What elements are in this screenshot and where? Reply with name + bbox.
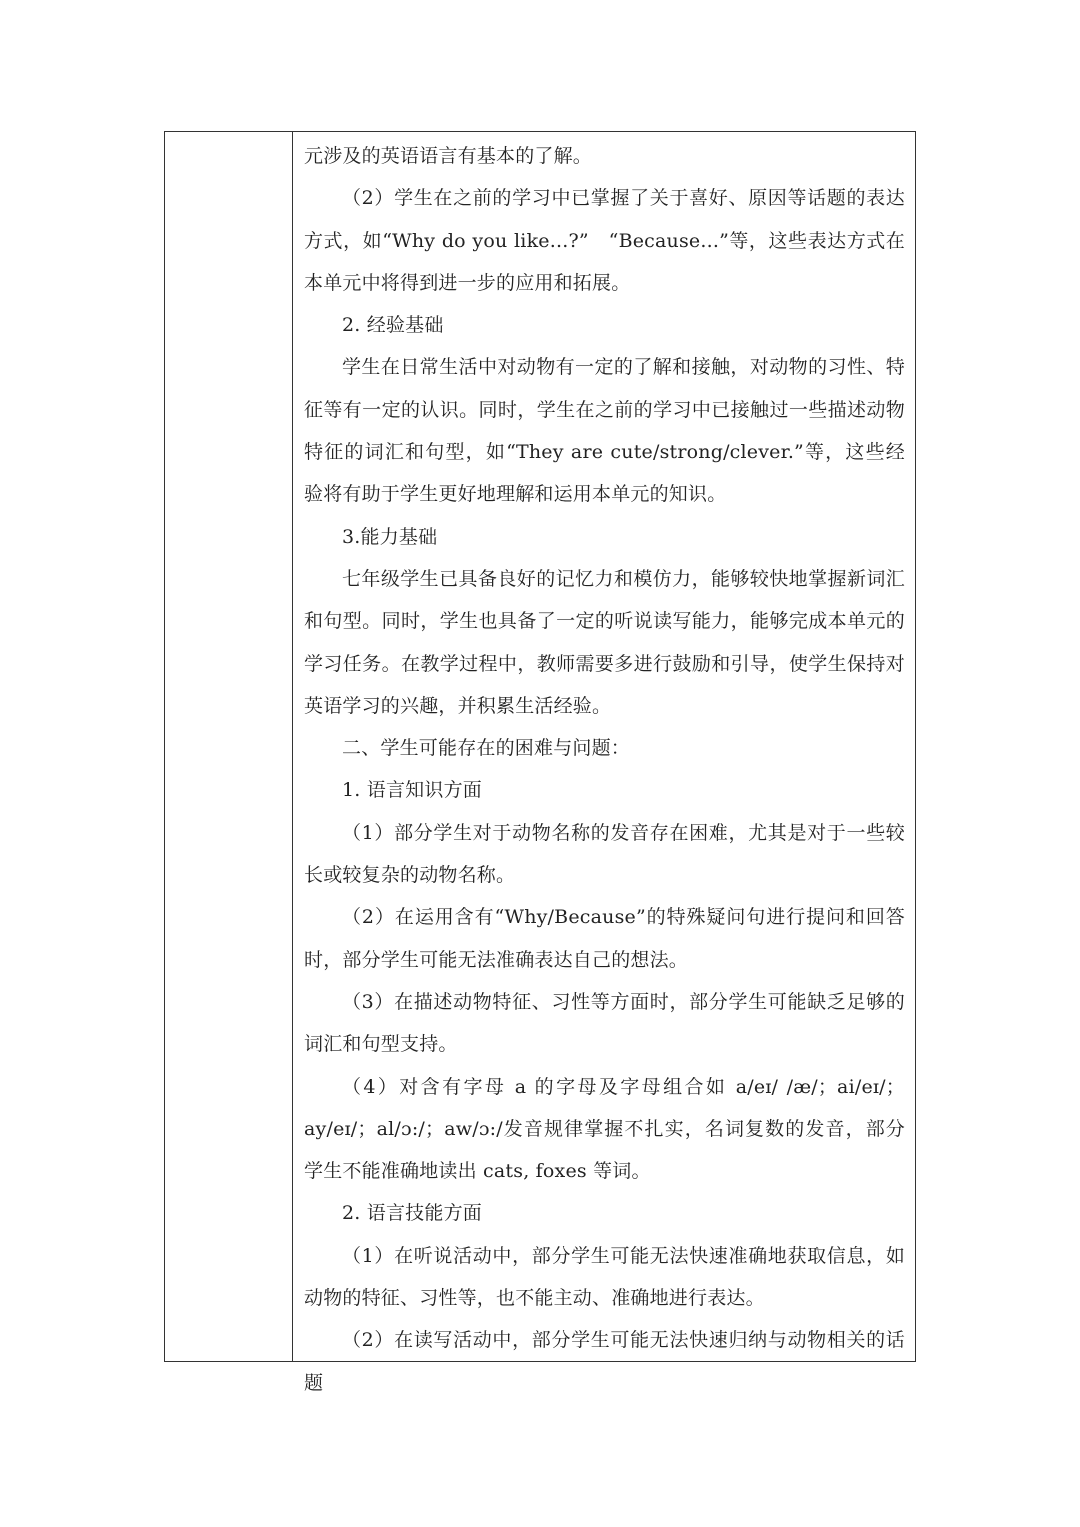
paragraph: （2）在运用含有“Why/Because”的特殊疑问句进行提问和回答时，部分学生可能无法准确表达自己的想法。 — [304, 906, 905, 971]
paragraph: 学生在日常生活中对动物有一定的了解和接触，对动物的习性、特征等有一定的认识。同时，学生在之前的学习中已接触过一些描述动物特征的词汇和句型，如“They are cute/strong/clever.”等，这些经验将有助于学生更好地理解和运用本单元的知识。 — [304, 356, 905, 506]
paragraph: 七年级学生已具备良好的记忆力和模仿力，能够较快地掌握新词汇和句型。同时，学生也具备了一定的听说读写能力，能够完成本单元的学习任务。在教学过程中，教师需要多进行鼓励和引导，使学生保持对英语学习的兴趣，并积累生活经验。 — [304, 567, 905, 717]
section-heading: 1. 语言知识方面 — [342, 779, 482, 802]
section-heading: 3.能力基础 — [342, 525, 438, 548]
paragraph: （3）在描述动物特征、习性等方面时，部分学生可能缺乏足够的词汇和句型支持。 — [304, 990, 905, 1056]
section-heading: 2. 经验基础 — [342, 314, 444, 337]
paragraph: （4）对含有字母 a 的字母及字母组合如 a/eɪ/ /æ/；ai/eɪ/；ay/eɪ/；al/ɔ:/；aw/ɔ:/发音规律掌握不扎实，名词复数的发音，部分学生不能准确地读出 cats, foxes 等词。 — [304, 1075, 905, 1183]
paragraph: 元涉及的英语语言有基本的了解。 — [304, 145, 593, 167]
paragraph: （2）学生在之前的学习中已掌握了关于喜好、原因等话题的表达方式，如“Why do you like...?” “Because...”等，这些表达方式在本单元中将得到进一步的应用和拓展。 — [304, 187, 905, 294]
table-content-cell — [293, 132, 915, 1394]
section-heading: 2. 语言技能方面 — [342, 1202, 482, 1225]
paragraph: （1）在听说活动中，部分学生可能无法快速准确地获取信息，如动物的特征、习性等，也不能主动、准确地进行表达。 — [304, 1244, 905, 1310]
paragraph: （1）部分学生对于动物名称的发音存在困难，尤其是对于一些较长或较复杂的动物名称。 — [304, 821, 905, 887]
section-heading: 二、学生可能存在的困难与问题： — [342, 737, 631, 760]
analysis-table — [164, 131, 916, 1394]
table-left-cell — [165, 132, 293, 1361]
paragraph: （2）在读写活动中，部分学生可能无法快速归纳与动物相关的话题 — [304, 1329, 905, 1394]
